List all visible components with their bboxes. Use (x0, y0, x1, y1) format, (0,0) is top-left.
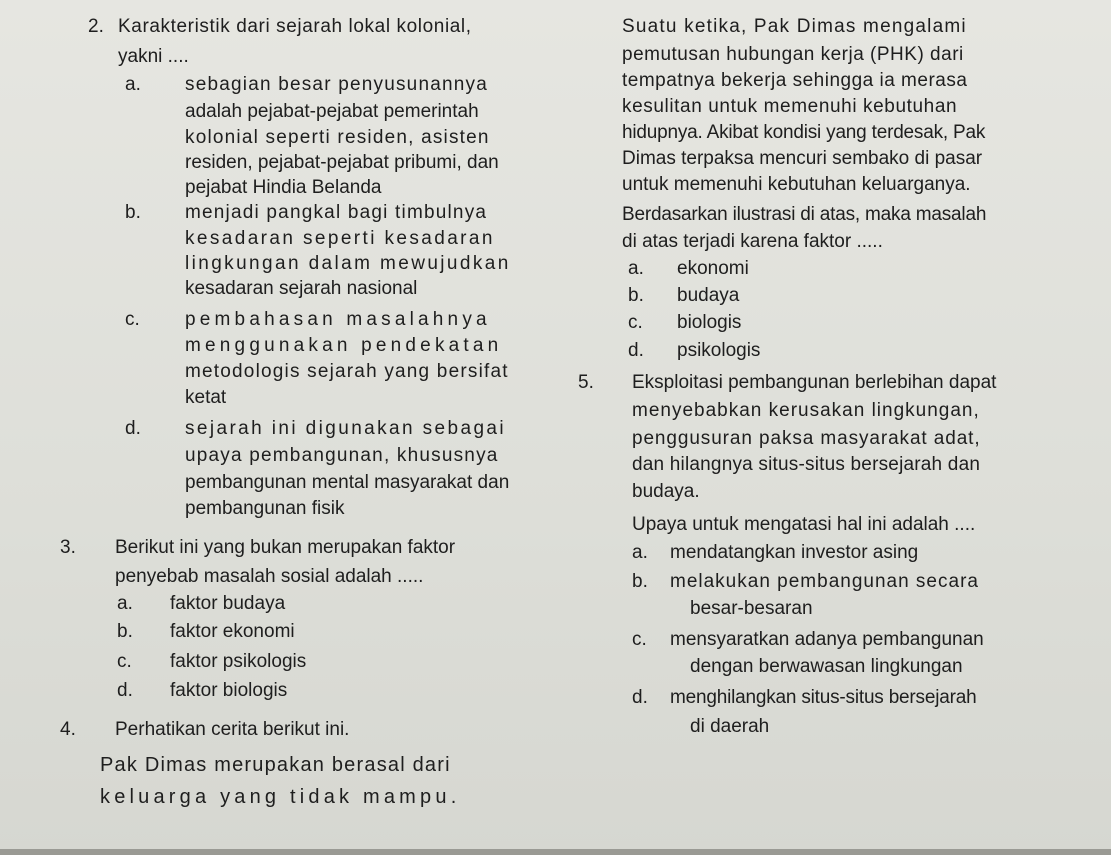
question-text: Upaya untuk mengatasi hal ini adalah .... (632, 514, 976, 535)
question-stem: penyebab masalah sosial adalah ..... (115, 566, 424, 587)
question-number: 2. (88, 16, 104, 37)
story-text: Pak Dimas merupakan berasal dari (100, 754, 451, 776)
option-b-text: menjadi pangkal bagi timbulnya (185, 202, 488, 223)
question-stem: Berikut ini yang bukan merupakan faktor (115, 537, 456, 558)
option-letter: a. (632, 542, 648, 563)
question-stem: Karakteristik dari sejarah lokal kolonial, (118, 16, 472, 37)
question-stem: Perhatikan cerita berikut ini. (115, 719, 350, 740)
option-letter: b. (632, 571, 648, 592)
question-stem: menyebabkan kerusakan lingkungan, (632, 400, 980, 421)
option-d-text: menghilangkan situs-situs bersejarah (670, 687, 977, 708)
question-number: 5. (578, 372, 594, 393)
option-a-text: pejabat Hindia Belanda (185, 177, 382, 198)
story-text: kesulitan untuk memenuhi kebutuhan (622, 96, 958, 117)
option-d-text: faktor biologis (170, 680, 288, 701)
option-a-text: adalah pejabat-pejabat pemerintah (185, 101, 479, 122)
option-letter: a. (117, 593, 133, 614)
option-c-text: mensyaratkan adanya pembangunan (670, 629, 984, 650)
option-d-text: psikologis (677, 340, 761, 361)
option-c-text: menggunakan pendekatan (185, 335, 503, 356)
question-stem: penggusuran paksa masyarakat adat, (632, 428, 981, 449)
option-a-text: residen, pejabat-pejabat pribumi, dan (185, 152, 499, 173)
option-a-text: faktor budaya (170, 593, 286, 614)
option-letter: b. (628, 285, 644, 306)
question-stem: budaya. (632, 481, 700, 502)
option-c-text: dengan berwawasan lingkungan (690, 656, 963, 677)
story-text: Dimas terpaksa mencuri sembako di pasar (622, 148, 983, 169)
option-letter: b. (117, 621, 133, 642)
option-c-text: metodologis sejarah yang bersifat (185, 361, 509, 382)
question-text: Berdasarkan ilustrasi di atas, maka masalah (622, 204, 987, 225)
option-b-text: lingkungan dalam mewujudkan (185, 253, 511, 274)
option-d-text: di daerah (690, 716, 770, 737)
question-stem: Eksploitasi pembangunan berlebihan dapat (632, 372, 997, 393)
option-letter: d. (628, 340, 644, 361)
option-b-text: faktor ekonomi (170, 621, 295, 642)
story-text: keluarga yang tidak mampu. (100, 786, 461, 808)
option-letter: d. (117, 680, 133, 701)
option-letter: a. (628, 258, 644, 279)
option-b-text: besar-besaran (690, 598, 813, 619)
question-number: 4. (60, 719, 76, 740)
page-edge (0, 849, 1111, 855)
option-b-text: melakukan pembangunan secara (670, 571, 979, 592)
option-c-text: biologis (677, 312, 742, 333)
option-d-text: sejarah ini digunakan sebagai (185, 418, 507, 439)
question-text: di atas terjadi karena faktor ..... (622, 231, 883, 252)
story-text: Suatu ketika, Pak Dimas mengalami (622, 16, 967, 37)
option-c-text: faktor psikologis (170, 651, 307, 672)
story-text: untuk memenuhi kebutuhan keluarganya. (622, 174, 971, 195)
option-a-text: kolonial seperti residen, asisten (185, 127, 490, 148)
option-b-text: kesadaran sejarah nasional (185, 278, 418, 299)
option-b-text: kesadaran seperti kesadaran (185, 228, 495, 249)
question-stem: yakni .... (118, 46, 189, 67)
option-a-text: mendatangkan investor asing (670, 542, 919, 563)
option-letter: b. (125, 202, 141, 223)
option-letter: d. (632, 687, 648, 708)
option-letter: c. (628, 312, 643, 333)
option-letter: a. (125, 74, 141, 95)
option-letter: c. (117, 651, 132, 672)
option-letter: d. (125, 418, 141, 439)
story-text: pemutusan hubungan kerja (PHK) dari (622, 44, 964, 65)
option-c-text: pembahasan masalahnya (185, 309, 491, 330)
option-letter: c. (632, 629, 647, 650)
option-letter: c. (125, 309, 140, 330)
option-b-text: budaya (677, 285, 740, 306)
option-c-text: ketat (185, 387, 227, 408)
question-number: 3. (60, 537, 76, 558)
option-d-text: upaya pembangunan, khususnya (185, 445, 499, 466)
story-text: tempatnya bekerja sehingga ia merasa (622, 70, 968, 91)
option-a-text: ekonomi (677, 258, 749, 279)
question-stem: dan hilangnya situs-situs bersejarah dan (632, 454, 981, 475)
option-a-text: sebagian besar penyusunannya (185, 74, 488, 95)
story-text: hidupnya. Akibat kondisi yang terdesak, Pak (622, 122, 986, 143)
option-d-text: pembangunan mental masyarakat dan (185, 472, 510, 493)
option-d-text: pembangunan fisik (185, 498, 345, 519)
